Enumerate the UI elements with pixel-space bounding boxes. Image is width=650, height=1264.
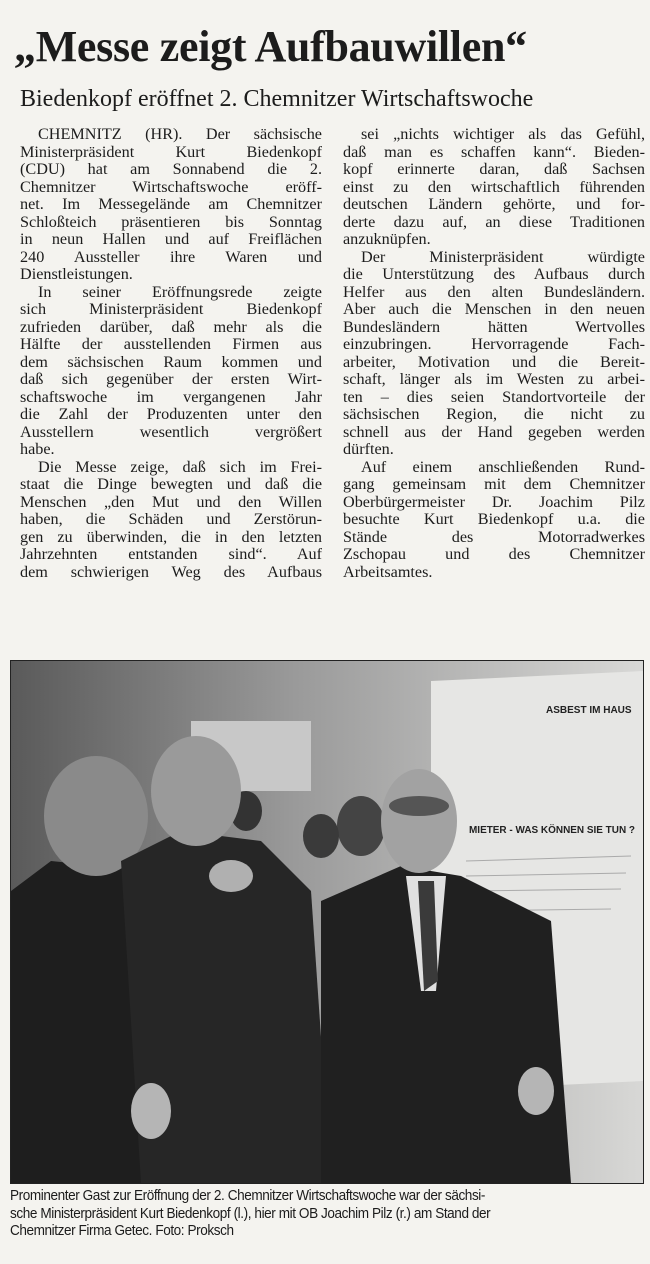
article-line: Chemnitzer Wirtschaftswoche eröff- (20, 178, 322, 196)
article-line: Die Messe zeige, daß sich im Frei- (38, 458, 322, 476)
article-line: Auf einem anschließenden Rund- (361, 458, 645, 476)
article-line: schaftswoche im vergangenen Jahr (20, 388, 322, 406)
sign-asbestos: ASBEST IM HAUS (546, 705, 632, 716)
article-line: 240 Aussteller ihre Waren und (20, 248, 322, 266)
article-line: Der Ministerpräsident würdigte (361, 248, 645, 266)
article-line: Schloßteich präsentieren bis Sonntag (20, 213, 322, 231)
article-line: (CDU) hat am Sonnabend die 2. (20, 161, 322, 178)
article-line: in neun Hallen und auf Freiflächen (20, 231, 322, 248)
article-line: Menschen „den Mut und den Willen (20, 493, 322, 511)
article-line: besuchte Kurt Biedenkopf u.a. die (343, 511, 645, 528)
article-line: gang gemeinsam mit dem Chemnitzer (343, 476, 645, 493)
article-line: sächsischen Region, die nicht zu (343, 406, 645, 423)
caption-line: sche Ministerpräsident Kurt Biedenkopf (l.), hier mit OB Joachim Pilz (r.) am Stand der (10, 1205, 491, 1222)
article-line: sei „nichts wichtiger als das Gefühl, (361, 126, 645, 143)
article-line: haben, die Schäden und Zerstörun- (20, 511, 322, 528)
article-line: deutschen Ländern gehörte, und for- (343, 196, 645, 213)
article-line: dem sächsischen Raum kommen und (20, 353, 322, 371)
article-line: daß man es schaffen kann“. Bieden- (343, 143, 645, 161)
article-line: In seiner Eröffnungsrede zeigte (38, 283, 322, 301)
article-line: zufrieden darüber, daß mehr als die (20, 318, 322, 336)
article-line: schaft, länger als im Westen zu arbei- (343, 371, 645, 388)
article-line: gen zu überwinden, die in den letzten (20, 528, 322, 546)
article-line: derte dazu auf, an diese Traditionen (343, 213, 645, 231)
caption-line: Prominenter Gast zur Eröffnung der 2. Chemnitzer Wirtschaftswoche war der sächsi- (10, 1188, 486, 1204)
article-line: Zschopau und des Chemnitzer (343, 546, 645, 563)
article-line: Ministerpräsident Kurt Biedenkopf (20, 143, 322, 161)
article-line: ten – dies seien Standortvorteile der (343, 388, 645, 406)
article-line: einzubringen. Hervorragende Fach- (343, 336, 645, 353)
article-line: sich Ministerpräsident Biedenkopf (20, 301, 322, 318)
article-line: Aber auch die Menschen in den neuen (343, 301, 645, 318)
article-line: Stände des Motorradwerkes (343, 528, 645, 546)
article-line: die Zahl der Produzenten unter den (20, 406, 322, 423)
article-line: Jahrzehnten entstanden sind“. Auf (20, 546, 322, 563)
article-line: staat die Dinge bewegten und daß die (20, 476, 322, 493)
article-line: schnell aus der Hand gegeben werden (343, 423, 645, 441)
news-photo (10, 660, 644, 1184)
article-line: Bundesländern hätten Wertvolles (343, 318, 645, 336)
article-line: anzuknüpfen. (343, 231, 431, 248)
article-line: Oberbürgermeister Dr. Joachim Pilz (343, 493, 645, 511)
article-line: CHEMNITZ (HR). Der sächsische (38, 126, 322, 143)
article-line: Arbeitsamtes. (343, 563, 433, 581)
article-line: dürften. (343, 441, 394, 458)
article-line: Helfer aus den alten Bundesländern. (343, 283, 645, 301)
subheadline: Biedenkopf eröffnet 2. Chemnitzer Wirtschaftswoche (20, 86, 534, 112)
article-line: einst zu den wirtschaftlich führenden (343, 178, 645, 196)
article-line: Ausstellern wesentlich vergrößert (20, 423, 322, 441)
article-line: die Unterstützung des Aufbaus durch (343, 266, 645, 283)
article-column-right (343, 126, 645, 581)
article-line: net. Im Messegelände am Chemnitzer (20, 196, 322, 213)
article-line: arbeiter, Motivation und die Bereit- (343, 353, 645, 371)
photo-caption (10, 1188, 642, 1241)
article-line: Dienstleistungen. (20, 266, 133, 283)
article-line: kopf erinnerte daran, daß Sachsen (343, 161, 645, 178)
article-line: dem schwierigen Weg des Aufbaus (20, 563, 322, 581)
article-line: habe. (20, 441, 55, 458)
headline: „Messe zeigt Aufbauwillen“ (14, 22, 527, 71)
article-column-left (20, 126, 322, 581)
article-line: Hälfte der ausstellenden Firmen aus (20, 336, 322, 353)
caption-line: Chemnitzer Firma Getec. Foto: Proksch (10, 1223, 234, 1239)
sign-tenants: MIETER - WAS KÖNNEN SIE TUN ? (469, 825, 636, 836)
article-line: daß sich gegenüber der ersten Wirt- (20, 371, 322, 388)
